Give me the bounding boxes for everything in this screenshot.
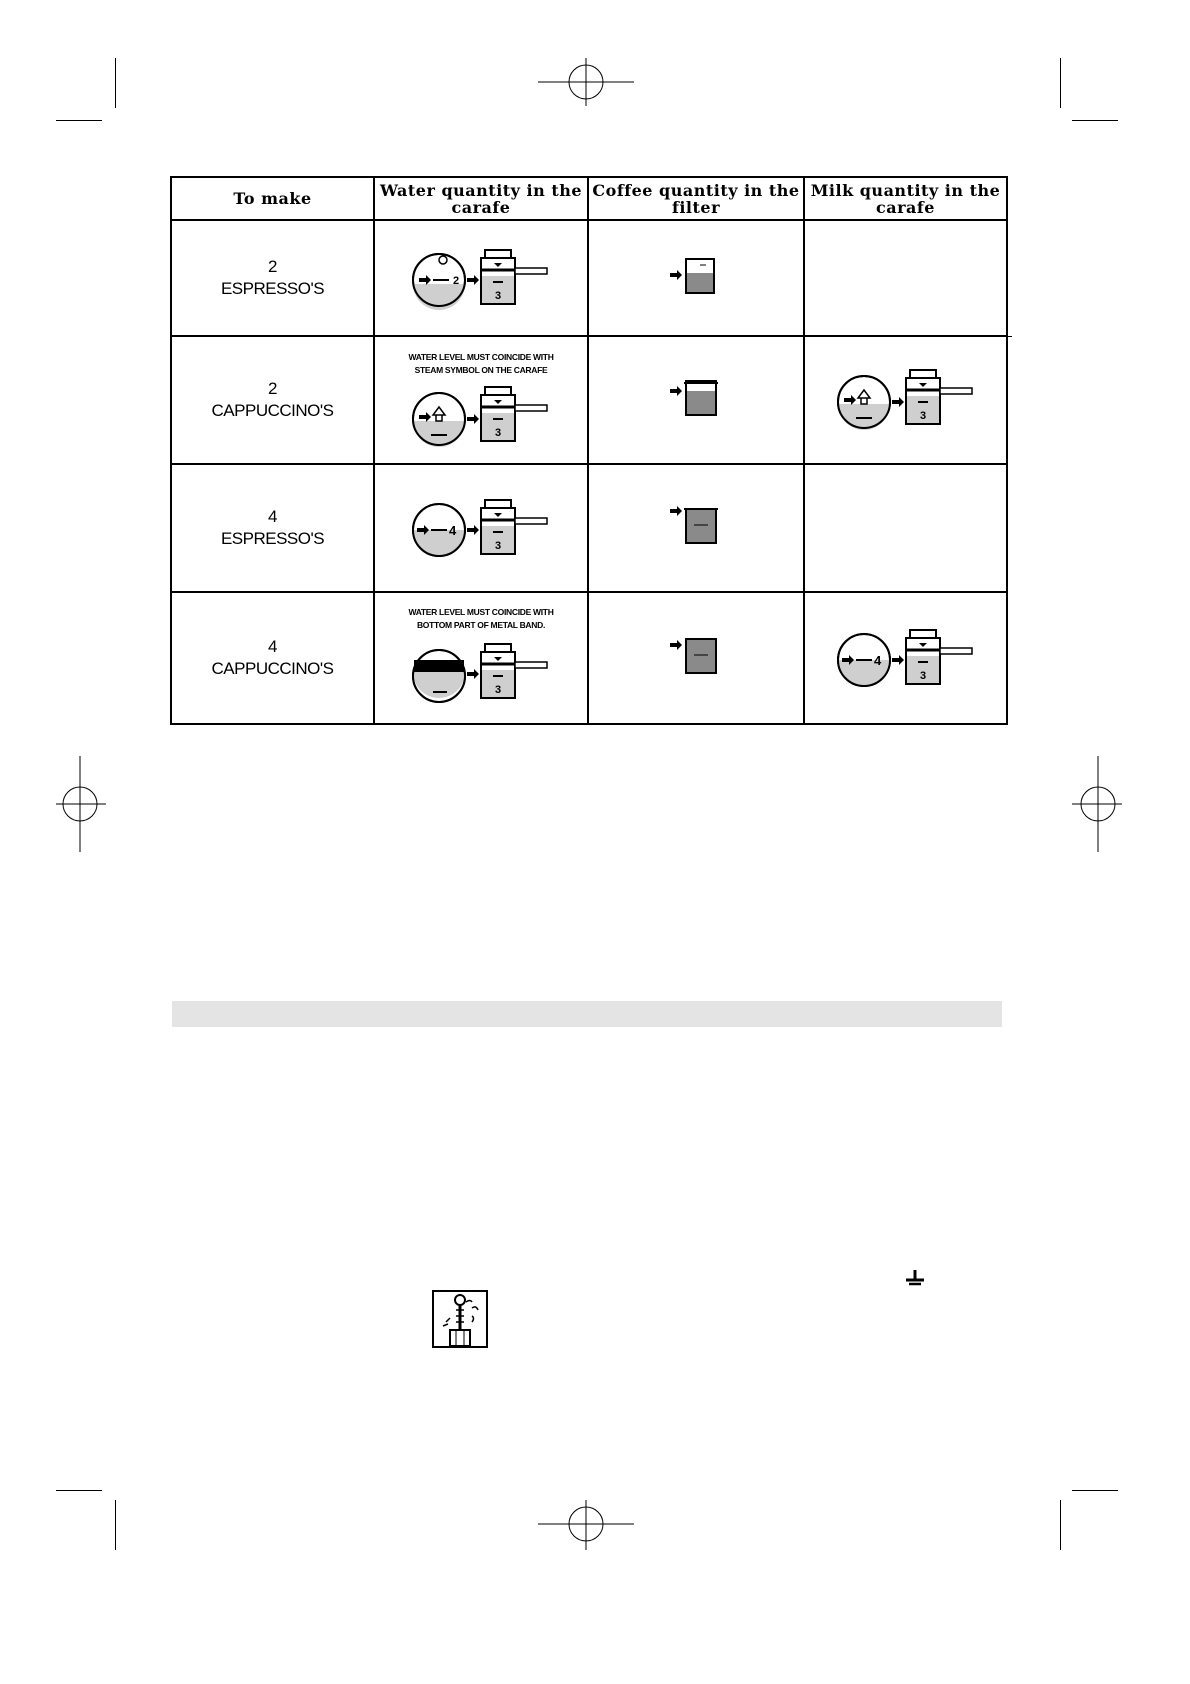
table-row: [171, 336, 1007, 464]
header-to-make: To make: [171, 177, 374, 220]
filter-cup-icon: [666, 375, 726, 421]
water-quantity-cell: [374, 592, 588, 724]
carafe-icon: [411, 383, 551, 449]
to-make-cell: [171, 592, 374, 724]
water-quantity-cell: [374, 336, 588, 464]
milk-quantity-cell: [804, 464, 1007, 592]
coffee-quantity-table: [170, 176, 1008, 725]
crop-mark: [1072, 1490, 1118, 1491]
water-level-label: steam: [451, 427, 480, 438]
crop-mark: [56, 120, 102, 121]
milk-level-label: steam: [875, 409, 905, 421]
carafe-icon: [411, 638, 551, 710]
carafe-icon: [411, 240, 551, 312]
filter-cup-icon: [666, 503, 726, 549]
drink-count: 2: [268, 379, 277, 398]
registration-mark-icon: [56, 756, 106, 852]
coffee-quantity-cell: [588, 336, 804, 464]
to-make-cell: [171, 464, 374, 592]
table-row: [171, 592, 1007, 724]
drink-name: CAPPUCCINO'S: [211, 401, 334, 420]
header-milk-quantity: Milk quantity in the carafe: [804, 177, 1007, 220]
drink-count: 4: [268, 507, 277, 526]
water-level-label: 4: [449, 522, 457, 538]
water-level-label: band: [451, 684, 475, 695]
drink-count: 4: [268, 637, 277, 656]
crop-mark: [115, 1500, 116, 1550]
drink-count: 2: [268, 257, 277, 276]
coffee-quantity-cell: [588, 464, 804, 592]
ground-symbol-icon: [904, 1270, 926, 1288]
coffee-quantity-cell: [588, 220, 804, 336]
coffee-quantity-cell: [588, 592, 804, 724]
crop-mark: [56, 1490, 102, 1491]
water-level-note: WATER LEVEL MUST COINCIDE WITH BOTTOM PART OF METAL BAND.: [408, 607, 554, 630]
registration-mark-icon: [1072, 756, 1122, 852]
steam-nozzle-icon: [432, 1290, 488, 1348]
milk-quantity-cell: [804, 336, 1007, 464]
header-coffee-quantity: Coffee quantity in the filter: [588, 177, 804, 220]
filter-cup-icon: [666, 253, 726, 299]
water-quantity-cell: [374, 464, 588, 592]
table-edge-tick: [1006, 336, 1012, 337]
carafe-icon: [836, 362, 976, 434]
header-water-quantity: Water quantity in the carafe: [374, 177, 588, 220]
table-header-row: [171, 177, 1007, 220]
filter-cup-icon: [666, 633, 726, 679]
registration-mark-icon: [538, 1500, 634, 1552]
crop-mark: [1060, 58, 1061, 108]
registration-mark-icon: [538, 58, 634, 154]
milk-level-label: 4: [873, 652, 881, 668]
drink-name: CAPPUCCINO'S: [211, 659, 334, 678]
milk-quantity-cell: [804, 592, 1007, 724]
section-heading-band: [172, 1001, 1002, 1027]
drink-name: ESPRESSO'S: [220, 279, 325, 298]
table-row: [171, 220, 1007, 336]
crop-mark: [1060, 1500, 1061, 1550]
water-level-note: WATER LEVEL MUST COINCIDE WITH STEAM SYMBOL ON THE CARAFE: [408, 352, 554, 375]
drink-name: ESPRESSO'S: [220, 529, 325, 548]
crop-mark: [1072, 120, 1118, 121]
water-level-label: 2: [453, 274, 460, 287]
table-row: [171, 464, 1007, 592]
to-make-cell: [171, 336, 374, 464]
carafe-icon: [836, 620, 976, 692]
carafe-icon: [411, 490, 551, 562]
to-make-cell: [171, 220, 374, 336]
water-quantity-cell: [374, 220, 588, 336]
crop-mark: [115, 58, 116, 108]
milk-quantity-cell: [804, 220, 1007, 336]
